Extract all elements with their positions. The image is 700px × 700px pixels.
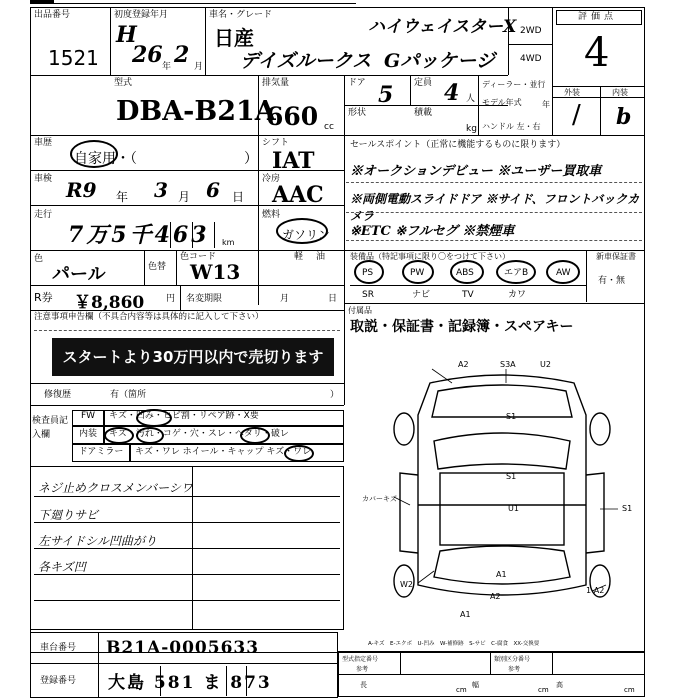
sales-line-1: ※オークションデビュー ※ユーザー買取車 [350,164,602,179]
insp-head-mirror [72,444,130,462]
lic-label: 名変期限 [186,294,223,304]
sales-label: セールスポイント（正常に機能するものに限ります） [350,140,566,150]
notice-right [344,303,345,405]
notice-banner-text: スタートより30万円以内で売切ります [62,348,324,366]
inspect-era: R9 [66,178,97,202]
mileage-unit: km [222,238,235,247]
color-code-label: 色コード [180,252,217,262]
reg-year-unit: 年 [162,62,172,72]
notes-rule-1 [34,496,340,497]
insp-row-int-text: キズ・汚れ・コゲ・穴・スレ・ヘタリ・破レ [109,429,289,439]
guarantee-value: 有・無 [598,276,626,286]
fuel-label: 燃料 [262,210,281,220]
row1-bottom [30,75,508,76]
plate-value: 大島 581 ま 873 [108,673,272,693]
repair-label: 修復歴 [44,390,72,400]
model-year-unit: 年 [542,100,550,109]
equip-label: 装備品（特記事項に限り〇をつけて下さい） [350,252,510,261]
load-unit: kg [466,124,477,134]
plate-tick-2 [226,666,227,696]
inspect-label: 車検 [34,174,53,184]
ac-label: 冷房 [262,174,281,184]
shape-label: 形状 [348,108,367,118]
row2-div-door [410,75,411,105]
inspect-month-unit: 月 [178,190,191,204]
reg-year: 26 [132,42,163,68]
mark-w2-left: W2 [400,580,413,589]
equip-abs-circle [450,260,484,284]
insp-row-mirror-text: キズ・ワレ ホイール・キャップ キズ・ワレ [135,447,312,457]
color-label: 色 [34,254,44,264]
top-edge-line [30,3,356,4]
inspect-day: 6 [206,178,220,202]
use-value: 自家用・（ [74,151,137,167]
insp-scratch-circle [104,427,134,444]
reg-month-unit: 月 [194,62,204,72]
repair-close: ） [330,390,340,400]
lot-label: 出品番号 [34,10,71,20]
recycle-label: R券 [34,291,53,304]
repair-top [30,383,344,384]
equip-airbag: エアB [504,268,529,278]
damage-legend: A-キズ E-エクボ U-凹み W-補修跡 S-サビ C-腐食 XX-交換要 [368,641,540,647]
fuel-value: ガソリン [282,228,331,242]
equip-ps-circle [354,260,384,284]
fuel-circle [276,218,331,244]
mark-s1-hood: S1 [506,412,517,421]
handle-label: ハンドル 左・右 [482,122,541,131]
diesel-label: 油 [316,252,326,262]
mark-u1-roof: U1 [508,504,519,513]
maker-name: 日産 [214,26,254,50]
cc-value: 660 [266,102,319,131]
mark-s1-roof: S1 [506,472,517,481]
footer-mid [30,663,338,664]
score-label: 評価点 [578,12,618,22]
equip-abs: ABS [456,268,474,278]
row6-div-code [176,250,177,285]
spec-a-label: 型式指定番号 [342,656,379,663]
row3-div-sales [344,135,345,305]
spec-hgt: 高 [556,681,563,689]
grade-name: Gパッケージ [384,50,495,72]
recycle-value: ￥8,860 [74,293,145,313]
spec-len-cm: cm [456,686,467,694]
name-label: 車名・グレード [209,10,273,20]
repair-value: 有（箇所 [110,390,147,400]
row2-div-dealer [478,75,479,135]
spec-mid [338,674,645,675]
mark-left-note: カバーキズ [362,495,397,503]
mark-s1-right: S1 [622,504,633,513]
door-value: 5 [378,82,394,108]
color-code-value: W13 [190,260,241,284]
use-circle [70,140,118,168]
damage-marks [362,360,632,619]
score-sub-bottom [552,97,645,98]
vin-label: 車台番号 [40,643,77,653]
insp-head-fw-text: FW [80,411,96,421]
equip-sr: SR [362,290,374,300]
car-damage-diagram [360,355,645,627]
insp-wheel-circle [284,445,314,462]
door-label: ドア [348,78,366,88]
extras-value: 取説・保証書・記録簿・スペアキー [350,319,574,335]
mile-tick-1 [170,222,171,248]
equip-aw-circle [546,260,580,284]
mark-u2-top: U2 [540,360,551,369]
type-label: 型式 [114,78,133,88]
drive-2wd: 2WD [520,26,542,36]
insp-head-int [72,426,104,444]
equip-mid-rule [350,285,586,286]
sales-rule-2 [346,212,642,213]
inspector-label: 検査員記入欄 [32,416,69,440]
type-value: DBA-B21A [116,96,276,127]
cap-label: 定員 [414,78,433,88]
mark-a2-rear: A2 [490,592,501,601]
notice-rule [34,330,340,331]
reg-month: 2 [174,42,190,68]
ac-value: AAC [272,182,324,208]
insp-dirt-circle [136,427,164,444]
equip-pw-circle [402,260,434,284]
note-3: 左サイドシル凹曲がり [38,534,157,548]
row6-div-change [144,250,145,285]
row3-div-shift [258,135,259,305]
int-value: b [616,104,632,130]
insp-head-int-text: 内装 [78,429,97,439]
row7-div-lic [180,285,181,310]
grade-top: ハイウェイスターX [368,17,517,37]
mark-a2-top: A2 [458,360,469,369]
shift-value: IAT [272,148,315,174]
mark-s3a-top: S3A [500,360,516,369]
ext-value: / [572,100,581,130]
equip-pw: PW [410,268,425,278]
extras-top [344,303,645,304]
recycle-unit: 円 [166,294,176,304]
use-label: 車歴 [34,138,53,148]
spec-div-1 [400,651,401,674]
cc-label: 排気量 [262,78,290,88]
equip-leather: カワ [508,290,527,300]
sales-line-3: ※ETC ※フルセグ ※禁煙車 [350,224,515,239]
cap-value: 4 [444,80,460,106]
plate-tick-3 [246,666,247,696]
mile-tick-2 [192,222,193,248]
model-year-label: モデル年式 [482,98,522,107]
int-label: 内装 [612,88,628,97]
insp-rub-circle [240,427,270,444]
mark-a1-rear: A1 [496,570,507,579]
footer-div [98,632,99,698]
row1-div-lot [110,7,111,75]
extras-label: 付属品 [348,306,372,315]
mile-tick-3 [214,222,215,248]
score-value: 4 [584,30,610,76]
car-outline [394,375,610,597]
spec-hgt-cm: cm [624,686,635,694]
load-label: 積載 [414,108,433,118]
note-1: ネジ止めクロスメンバーシワ [38,481,193,495]
row1-drive-mid [508,44,552,45]
insp-row-fw-text: キズ・凹み・ヒビ割・リペア跡・X要 [109,411,259,421]
row1-div-score [552,7,553,135]
ext-label: 外装 [564,88,580,97]
model-name: デイズルークス [240,50,372,72]
reg-label: 初度登録年月 [114,10,169,20]
sales-line-2: ※両側電動スライドドア ※サイド、フロントバックカメラ [350,192,640,223]
lic-month: 月 [280,294,290,304]
sales-rule-1 [346,182,642,183]
mark-1a2-rear: 1-A2 [586,586,605,595]
score-sub-div [600,86,601,135]
equip-tv: TV [462,290,474,300]
sales-rule-3 [346,240,642,241]
use-close: ） [244,151,258,167]
spec-len: 長 [360,681,367,689]
guarantee-label: 新車保証書 [596,252,636,261]
color-change-label: 色替 [148,262,167,272]
row5-bottom [30,250,645,251]
spec-div-3 [552,651,553,674]
cap-unit: 人 [466,94,476,104]
notice-label: 注意事項申告欄（不具合内容等は具体的に記入して下さい） [34,312,264,322]
mileage-label: 走行 [34,210,53,220]
color-value: パール [52,264,106,285]
plate-tick-1 [160,666,161,696]
inspect-month: 3 [154,178,168,202]
equip-ps: PS [362,268,374,278]
spec-wid: 幅 [472,681,479,689]
vin-value: B21A-0005633 [106,638,260,658]
equip-div [586,250,587,302]
mark-a1-bottom: A1 [460,610,471,619]
plate-label: 登録番号 [40,676,77,686]
note-4: 各キズ凹 [38,560,86,574]
drive-4wd: 4WD [520,54,542,64]
equip-airbag-circle [496,260,536,284]
reg-era: H [116,22,137,48]
score-sub-top [552,86,645,87]
lic-day: 日 [328,294,338,304]
equip-navi: ナビ [412,290,431,300]
shift-label: シフト [262,138,290,148]
lot-number: 1521 [48,46,99,70]
inspect-day-unit: 日 [232,190,245,204]
cc-unit: cc [324,122,334,132]
dealer-label: ディーラー・並行 [482,80,546,89]
insp-head-mirror-text: ドアミラー [78,447,124,457]
notice-bottom [30,405,344,406]
notice-banner [52,338,334,376]
equip-aw: AW [556,268,571,278]
row2-bottom [30,135,645,136]
insp-head-fw [72,410,104,426]
spec-a-ref: 参考 [356,666,369,673]
spec-wid-cm: cm [538,686,549,694]
note-2: 下廻りサビ [38,508,99,522]
notes-rule-5 [34,600,340,601]
spec-b-label: 類別区分番号 [494,656,531,663]
spec-b-ref: 参考 [508,666,521,673]
inspect-year-unit: 年 [116,190,129,204]
row1-div-reg [205,7,206,75]
mileage-value: 7万5千463 [68,222,210,248]
insp-dent-circle [136,409,172,427]
light-label: 軽 [294,252,304,262]
spec-div-2 [490,651,491,674]
